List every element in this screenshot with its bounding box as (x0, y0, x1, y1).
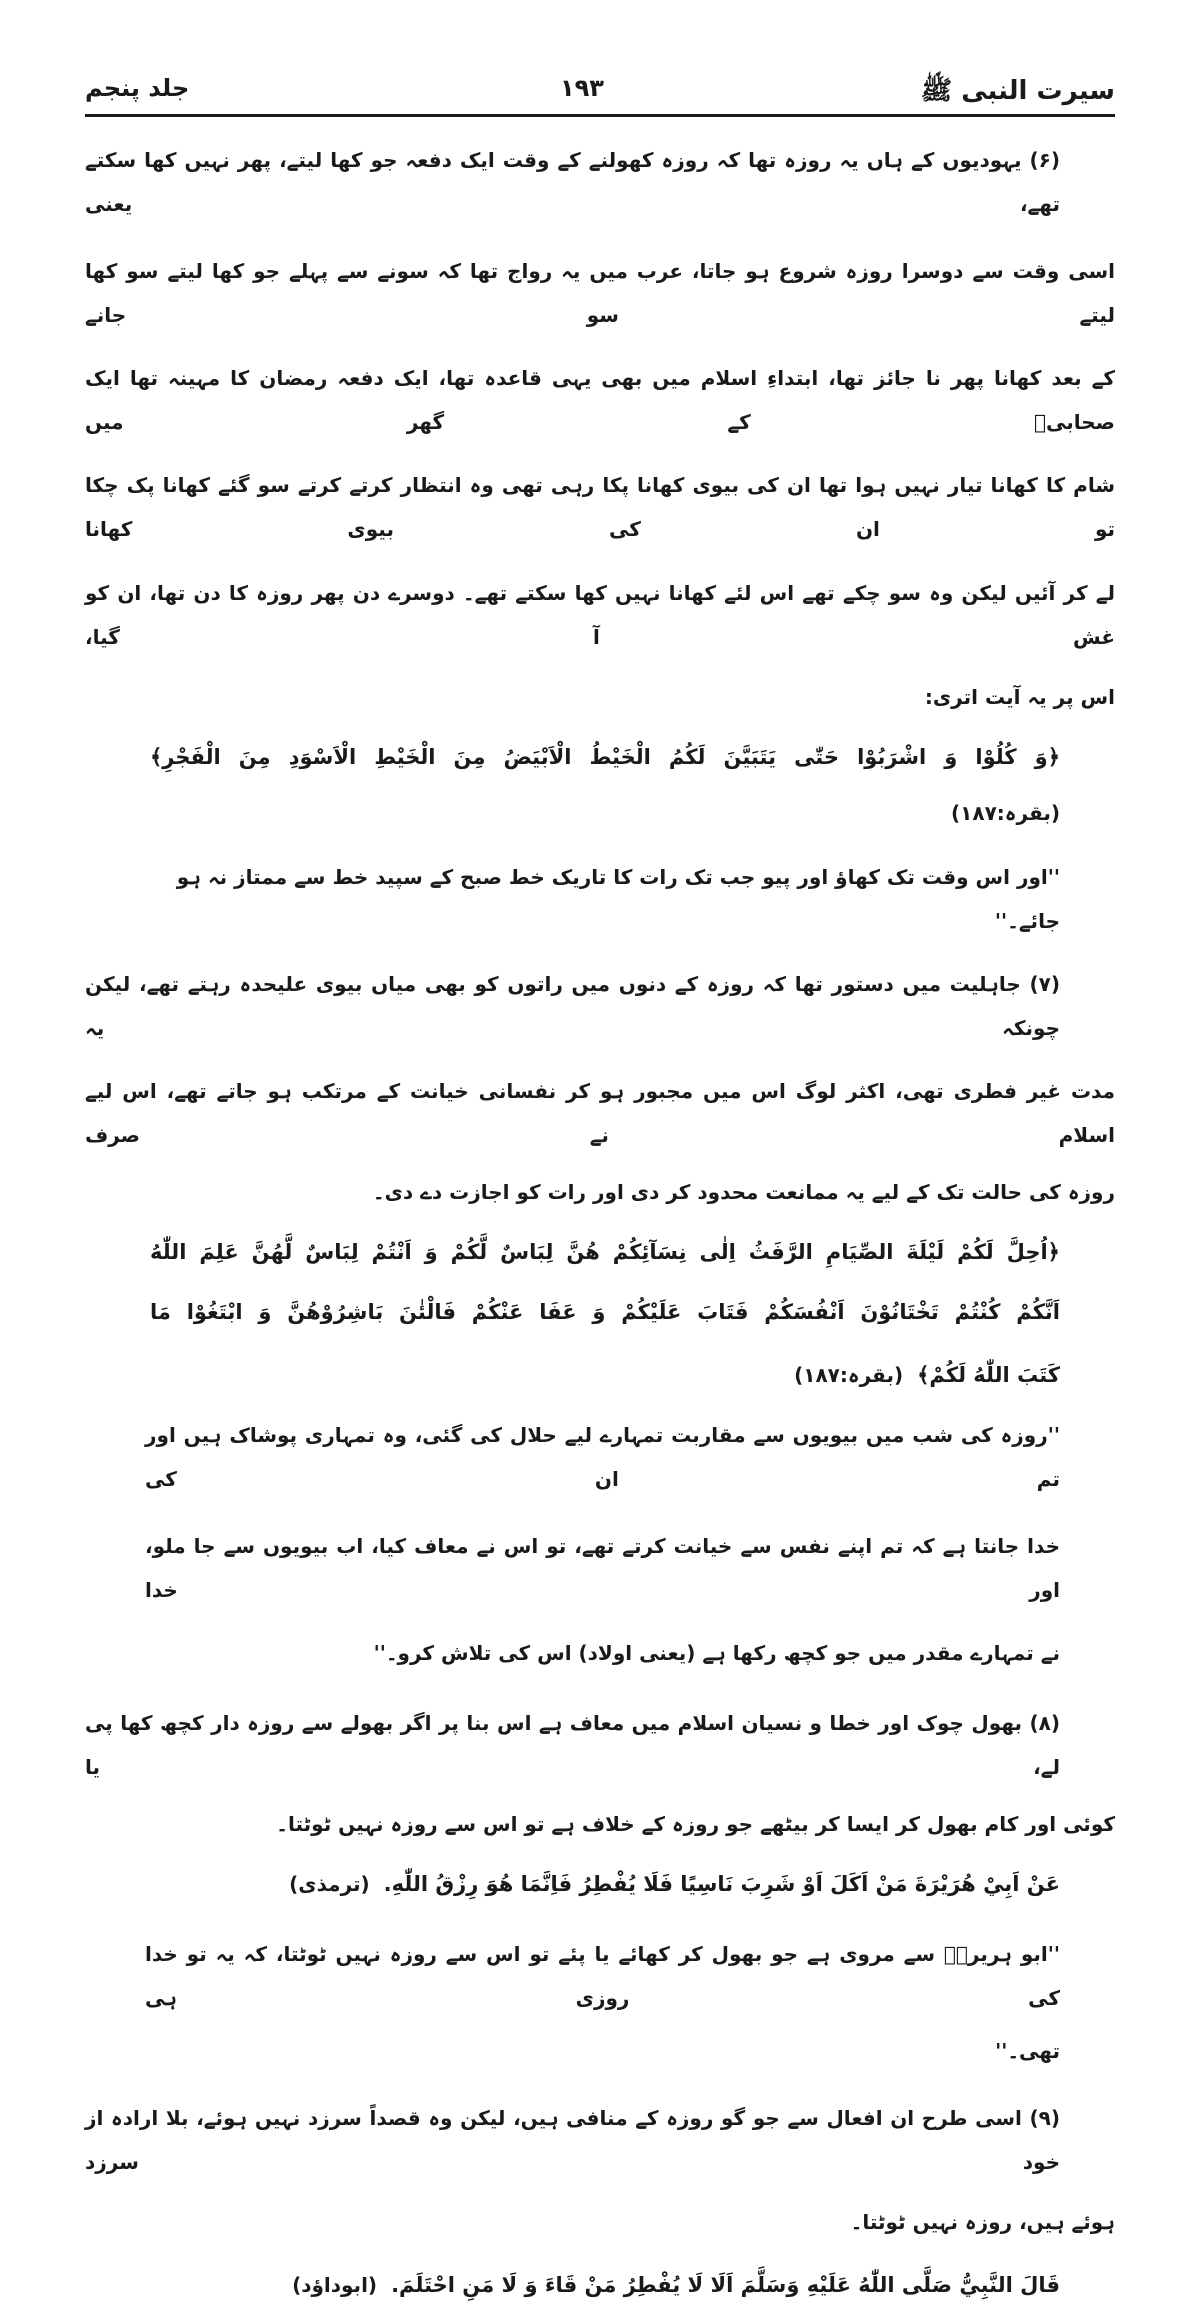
hadith-source: (ترمذی) (289, 1872, 370, 1896)
quran-verse: اَنَّكُمْ كُنْتُمْ تَخْتَانُوْنَ اَنْفُسَكُمْ فَتَابَ عَلَيْكُمْ وَ عَفَا عَنْكُمْ فَالْئٰنَ بَاشِرُوْهُنَّ وَ ابْتَغُوْا مَا (150, 1300, 1060, 1324)
hadith-translation: ''ابو ہریرہؓ سے مروی ہے جو بھول کر کھائے یا پئے تو اس سے روزہ نہیں ٹوٹتا، کہ یہ تو خدا کی روزی ہی (145, 1942, 1060, 2010)
verse-translation: خدا جانتا ہے کہ تم اپنے نفس سے خیانت کرتے تھے، تو اس نے معاف کیا، اب بیویوں سے جا ملو، اور خدا (145, 1534, 1060, 1602)
paragraph-8-line: کوئی اور کام بھول کر ایسا کر بیٹھے جو روزہ کے خلاف ہے تو اس سے روزہ نہیں ٹوٹتا۔ (276, 1812, 1115, 1836)
page-number: ۱۹۳ (560, 74, 604, 102)
paragraph-9-line: (۹) اسی طرح ان افعال سے جو گو روزہ کے منافی ہیں، لیکن وہ قصداً سرزد نہیں ہوئے، بلا ارادہ از خود سرزد (85, 2106, 1060, 2174)
paragraph-7-line: روزہ کی حالت تک کے لیے یہ ممانعت محدود کر دی اور رات کو اجازت دے دی۔ (372, 1180, 1115, 1204)
paragraph-6-line: شام کا کھانا تیار نہیں ہوا تھا ان کی بیوی کھانا پکا رہی تھی وہ انتظار کرتے کرتے سو گئے کھانا پک چکا تو ان کی بیوی کھانا (85, 473, 1115, 541)
paragraph-6-line: لے کر آئیں لیکن وہ سو چکے تھے اس لئے کھانا نہیں کھا سکتے تھے۔ دوسرے دن پھر روزہ کا دن تھا، ان کو غش آ گیا، (85, 581, 1115, 649)
hadith-text (150, 1862, 1060, 1906)
hadith-translation: تھی۔'' (995, 2039, 1060, 2063)
quran-verse: ﴿اُحِلَّ لَكُمْ لَيْلَةَ الصِّيَامِ الرَّفَثُ اِلٰى نِسَآئِكُمْ هُنَّ لِبَاسٌ لَّكُمْ وَ اَنْتُمْ لِبَاسٌ لَّهُنَّ عَلِمَ اللّٰهُ (150, 1240, 1060, 1264)
hadith-arabic: عَنْ اَبِيْ هُرَيْرَةَ مَنْ اَكَلَ اَوْ شَرِبَ نَاسِيًا فَلَا يُفْطِرُ فَاِنَّمَا هُوَ رِزْقُ اللّٰهِ. (383, 1872, 1060, 1896)
paragraph-6-line: کے بعد کھانا پھر نا جائز تھا، ابتداءِ اسلام میں بھی یہی قاعدہ تھا، ایک دفعہ رمضان کا مہینہ تھا ایک صحابیؓ کے گھر میں (85, 366, 1115, 434)
quran-verse: ﴿وَ كُلُوْا وَ اشْرَبُوْا حَتّٰى يَتَبَيَّنَ لَكُمُ الْخَيْطُ الْاَبْيَضُ مِنَ الْخَيْطِ الْاَسْوَدِ مِنَ الْفَجْرِ﴾ (150, 745, 1060, 769)
hadith-source: (ابوداؤد) (292, 2273, 378, 2297)
paragraph-7-line: مدت غیر فطری تھی، اکثر لوگ اس میں مجبور ہو کر نفسانی خیانت کے مرتکب ہو جاتے تھے، اس لیے اسلام نے صرف (85, 1079, 1115, 1147)
header-rule (85, 114, 1115, 117)
running-title: سیرت النبی ﷺ (920, 76, 1115, 106)
paragraph-6-line: اس پر یہ آیت اتری: (924, 685, 1115, 709)
paragraph-8-line: (۸) بھول چوک اور خطا و نسیان اسلام میں معاف ہے اس بنا پر اگر بھولے سے روزہ دار کچھ کھا پی لے، یا (85, 1711, 1060, 1779)
verse-text: كَتَبَ اللّٰهُ لَكُمْ﴾ (917, 1363, 1060, 1387)
verse-translation: ''اور اس وقت تک کھاؤ اور پیو جب تک رات کا تاریک خط صبح کے سپید خط سے ممتاز نہ ہو جائے۔'' (176, 865, 1060, 933)
verse-translation: ''روزہ کی شب میں بیویوں سے مقاربت تمہارے لیے حلال کی گئی، وہ تمہاری پوشاک ہیں اور تم ان کی (145, 1423, 1060, 1491)
hadith-text (150, 2263, 1060, 2307)
hadith-arabic: قَالَ النَّبِيُّ صَلَّى اللّٰهُ عَلَيْهِ وَسَلَّمَ اَلَا لَا يُفْطِرُ مَنْ قَاءَ وَ لَا مَنِ احْتَلَمَ. (391, 2273, 1060, 2297)
paragraph-6-line: اسی وقت سے دوسرا روزہ شروع ہو جاتا، عرب میں یہ رواج تھا کہ سونے سے پہلے جو کھا لیتے سو کھا لیتے سو جانے (85, 259, 1115, 327)
verse-reference: (بقرہ:۱۸۷) (794, 1363, 904, 1387)
volume-label: جلد پنجم (85, 74, 190, 102)
verse-translation: نے تمہارے مقدر میں جو کچھ رکھا ہے (یعنی اولاد) اس کی تلاش کرو۔'' (373, 1641, 1060, 1665)
paragraph-9-line: ہوئے ہیں، روزہ نہیں ٹوٹتا۔ (850, 2210, 1115, 2234)
paragraph-6-line: (۶) یہودیوں کے ہاں یہ روزہ تھا کہ روزہ کھولنے کے وقت ایک دفعہ جو کھا لیتے، پھر نہیں کھا سکتے تھے، یعنی (85, 148, 1060, 216)
verse-reference: (بقرہ:۱۸۷) (951, 801, 1060, 825)
paragraph-7-line: (۷) جاہلیت میں دستور تھا کہ روزہ کے دنوں میں راتوں کو بھی میاں بیوی علیحدہ رہتے تھے، لیکن چونکہ یہ (85, 972, 1060, 1040)
quran-verse (150, 1353, 1060, 1397)
